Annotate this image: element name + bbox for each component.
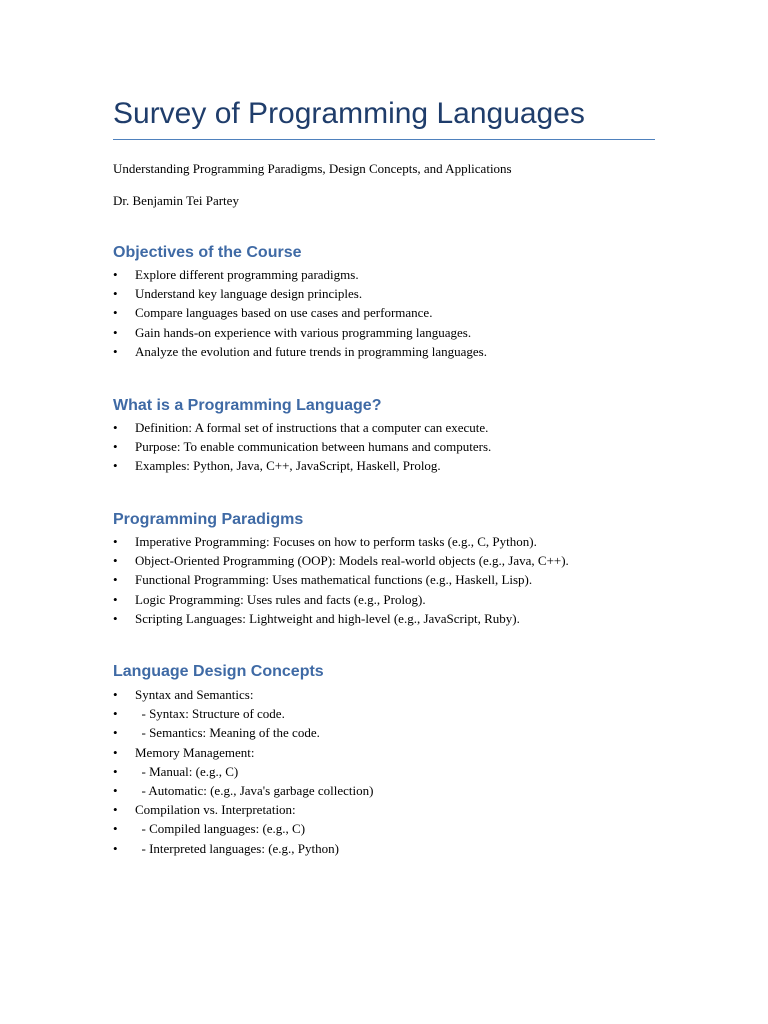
bullet-icon: • xyxy=(113,286,118,302)
document-subtitle: Understanding Programming Paradigms, Design Concepts, and Applications xyxy=(113,161,512,176)
list-item xyxy=(113,418,673,437)
list-item-text: - Automatic: (e.g., Java's garbage collection) xyxy=(135,783,374,799)
bullet-icon: • xyxy=(113,744,118,760)
list-item xyxy=(113,704,673,723)
section-what-is-a-programming-language xyxy=(113,396,673,476)
bullet-icon: • xyxy=(113,610,118,626)
list-item xyxy=(113,609,673,628)
bullet-icon: • xyxy=(113,439,118,455)
list-item-text: Compilation vs. Interpretation: xyxy=(135,802,296,818)
list-item-text: Memory Management: xyxy=(135,744,255,760)
list-item-text: - Manual: (e.g., C) xyxy=(135,763,239,779)
list-item xyxy=(113,723,673,742)
document-title: Survey of Programming Languages xyxy=(113,97,585,130)
bullet-icon: • xyxy=(113,267,118,282)
bullet-icon: • xyxy=(113,802,118,818)
bullet-icon: • xyxy=(113,783,118,799)
list-item-text: - Syntax: Structure of code. xyxy=(135,706,285,722)
list-item-text: Compare languages based on use cases and performance. xyxy=(135,305,433,321)
list-item xyxy=(113,342,673,361)
list-item xyxy=(113,819,673,838)
bullet-icon: • xyxy=(113,725,118,741)
list-item-text: Syntax and Semantics: xyxy=(135,687,254,702)
list-item-text: Imperative Programming: Focuses on how to perform tasks (e.g., C, Python). xyxy=(135,534,537,549)
list-item-text: - Interpreted languages: (e.g., Python) xyxy=(135,840,339,856)
bullet-icon: • xyxy=(113,343,118,359)
bullet-icon: • xyxy=(113,706,118,722)
bullet-icon: • xyxy=(113,763,118,779)
list-item-text: Definition: A formal set of instructions that a computer can execute. xyxy=(135,420,489,435)
list-item xyxy=(113,762,673,781)
list-item-text: Examples: Python, Java, C++, JavaScript, Haskell, Prolog. xyxy=(135,458,441,474)
section-objectives xyxy=(113,243,673,361)
bullet-icon: • xyxy=(113,572,118,588)
bullet-icon: • xyxy=(113,534,118,549)
bullet-list xyxy=(113,265,673,361)
bullet-icon: • xyxy=(113,840,118,856)
list-item-text: Logic Programming: Uses rules and facts (e.g., Prolog). xyxy=(135,591,426,607)
section-heading: What is a Programming Language? xyxy=(113,397,382,414)
list-item xyxy=(113,781,673,800)
list-item-text: Purpose: To enable communication between humans and computers. xyxy=(135,439,492,455)
section-language-design-concepts xyxy=(113,662,673,858)
bullet-icon: • xyxy=(113,687,118,702)
bullet-list xyxy=(113,418,673,476)
list-item xyxy=(113,743,673,762)
list-item xyxy=(113,839,673,858)
bullet-icon: • xyxy=(113,305,118,321)
list-item-text: Analyze the evolution and future trends in programming languages. xyxy=(135,343,487,359)
bullet-list xyxy=(113,532,673,628)
bullet-icon: • xyxy=(113,591,118,607)
section-programming-paradigms xyxy=(113,510,673,628)
bullet-icon: • xyxy=(113,420,118,435)
section-heading: Programming Paradigms xyxy=(113,511,304,528)
list-item xyxy=(113,284,673,303)
list-item xyxy=(113,551,673,570)
bullet-list xyxy=(113,685,673,858)
list-item-text: Explore different programming paradigms. xyxy=(135,267,359,282)
title-underline-divider xyxy=(113,139,655,140)
bullet-icon: • xyxy=(113,324,118,340)
section-heading: Objectives of the Course xyxy=(113,244,302,261)
list-item-text: - Compiled languages: (e.g., C) xyxy=(135,821,306,837)
list-item xyxy=(113,323,673,342)
list-item-text: Scripting Languages: Lightweight and high-level (e.g., JavaScript, Ruby). xyxy=(135,610,520,626)
list-item xyxy=(113,303,673,322)
list-item xyxy=(113,685,673,704)
document-author: Dr. Benjamin Tei Partey xyxy=(113,193,239,208)
list-item xyxy=(113,590,673,609)
list-item xyxy=(113,456,673,475)
bullet-icon: • xyxy=(113,821,118,837)
list-item-text: - Semantics: Meaning of the code. xyxy=(135,725,320,741)
bullet-icon: • xyxy=(113,458,118,474)
list-item xyxy=(113,800,673,819)
list-item xyxy=(113,532,673,551)
list-item-text: Gain hands-on experience with various programming languages. xyxy=(135,324,472,340)
list-item-text: Understand key language design principles. xyxy=(135,286,363,302)
list-item xyxy=(113,437,673,456)
section-heading: Language Design Concepts xyxy=(113,663,324,680)
bullet-icon: • xyxy=(113,553,118,569)
list-item xyxy=(113,265,673,284)
list-item-text: Object-Oriented Programming (OOP): Models real-world objects (e.g., Java, C++). xyxy=(135,553,569,569)
list-item-text: Functional Programming: Uses mathematical functions (e.g., Haskell, Lisp). xyxy=(135,572,533,588)
list-item xyxy=(113,570,673,589)
